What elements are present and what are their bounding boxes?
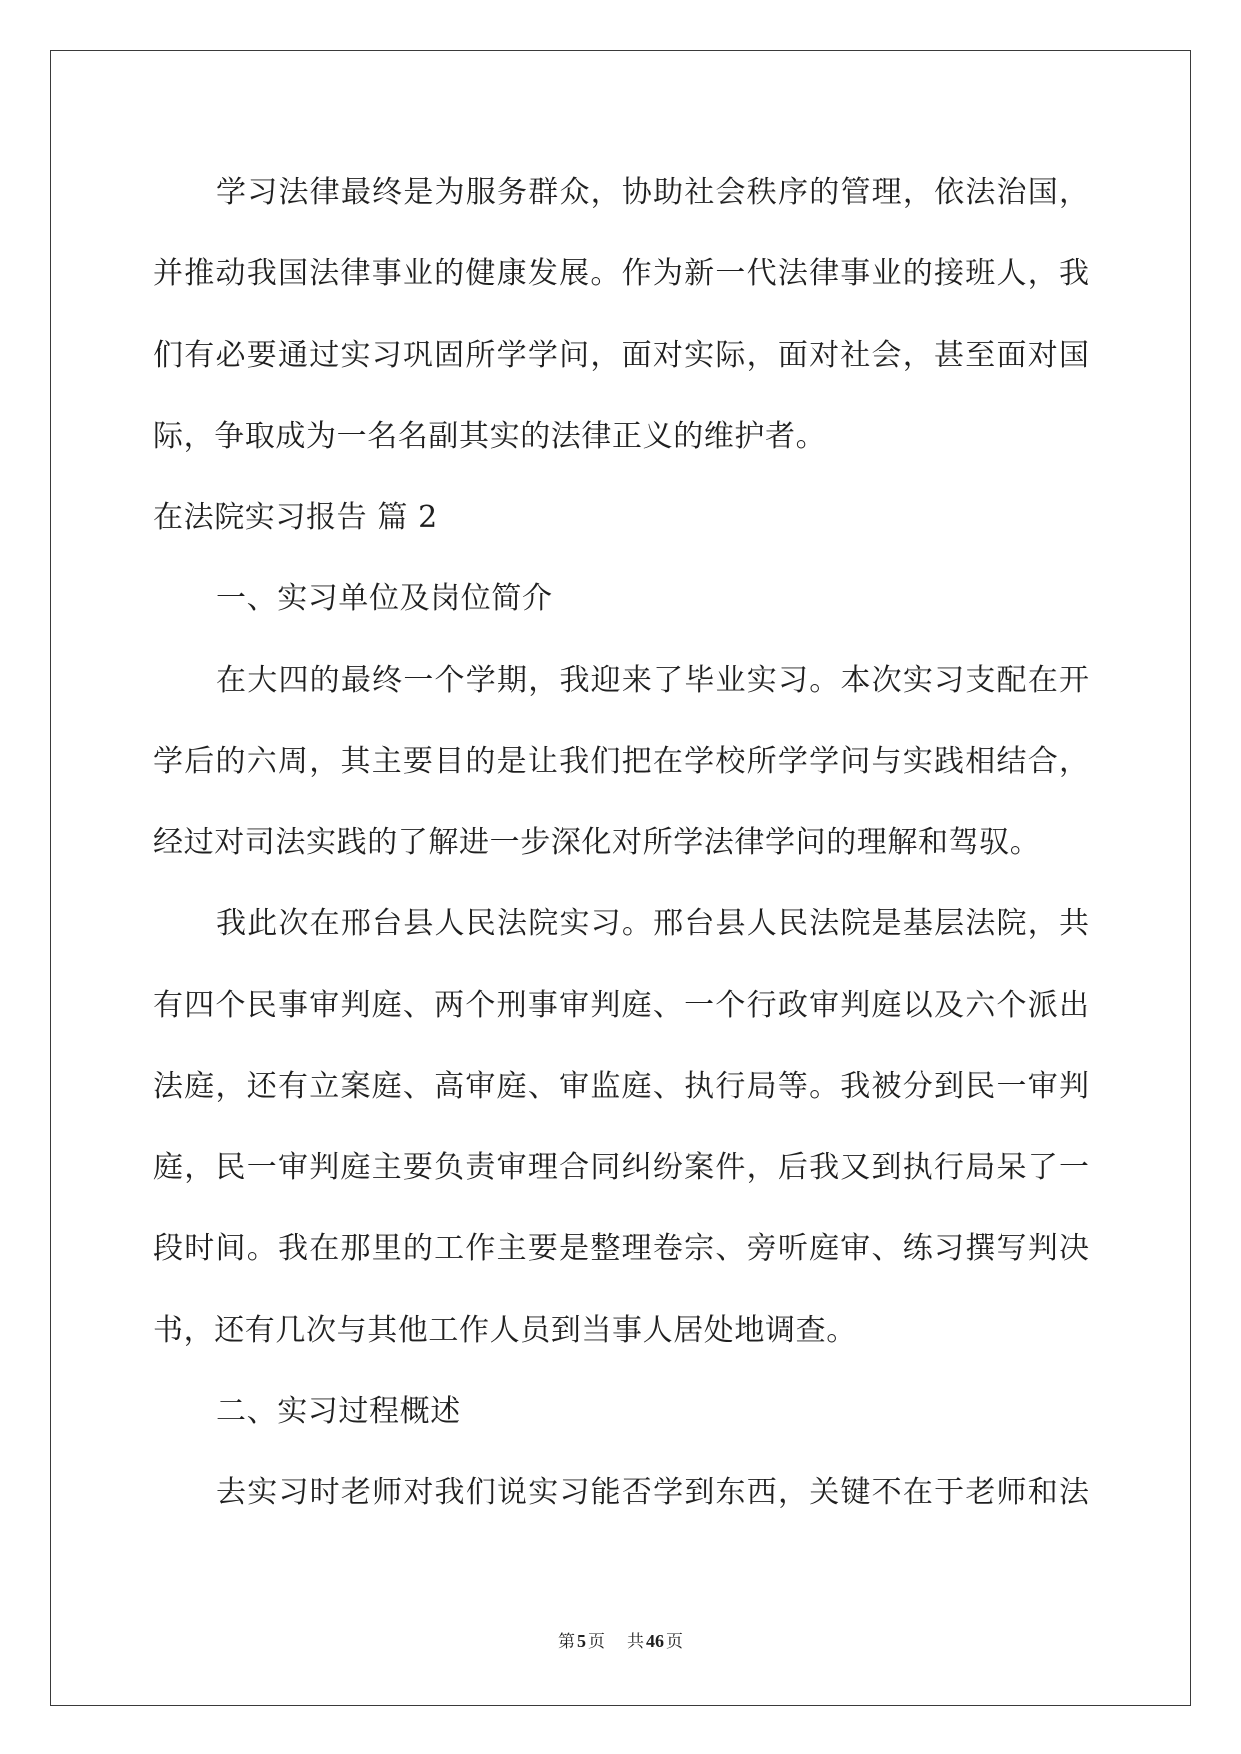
paragraph-line: 有四个民事审判庭、两个刑事审判庭、一个行政审判庭以及六个派出 [153, 987, 1089, 1023]
paragraph-line: 学后的六周，其主要目的是让我们把在学校所学学问与实践相结合， [153, 743, 1089, 779]
document-body [153, 152, 1089, 1533]
subheading: 一、实习单位及岗位简介 [216, 581, 553, 617]
page-label-suffix: 页 [588, 1632, 605, 1652]
paragraph-line: 书，还有几次与其他工作人员到当事人居处地调查。 [153, 1312, 857, 1348]
total-label-prefix: 共 [627, 1632, 644, 1652]
paragraph-line: 际，争取成为一名名副其实的法律正义的维护者。 [153, 418, 827, 454]
paragraph-line: 们有必要通过实习巩固所学学问，面对实际，面对社会，甚至面对国 [153, 337, 1089, 373]
paragraph-line: 我此次在邢台县人民法院实习。邢台县人民法院是基层法院，共 [216, 906, 1089, 942]
page-number: 5 [577, 1631, 586, 1651]
paragraph-line: 庭，民一审判庭主要负责审理合同纠纷案件，后我又到执行局呆了一 [153, 1150, 1089, 1185]
paragraph-line: 学习法律最终是为服务群众，协助社会秩序的管理，依法治国， [216, 175, 1089, 210]
total-label-suffix: 页 [666, 1632, 683, 1652]
page-label-prefix: 第 [558, 1632, 575, 1652]
paragraph-line: 并推动我国法律事业的健康发展。作为新一代法律事业的接班人，我 [153, 256, 1089, 292]
paragraph-line: 法庭，还有立案庭、高审庭、审监庭、执行局等。我被分到民一审判 [153, 1068, 1089, 1104]
subheading: 二、实习过程概述 [216, 1393, 461, 1429]
page-footer [0, 1628, 1241, 1655]
paragraph-line: 经过对司法实践的了解进一步深化对所学法律学问的理解和驾驭。 [153, 825, 1041, 860]
paragraph-line: 在大四的最终一个学期，我迎来了毕业实习。本次实习支配在开 [216, 662, 1089, 698]
total-pages: 46 [646, 1631, 664, 1651]
paragraph-line: 去实习时老师对我们说实习能否学到东西，关键不在于老师和法 [216, 1475, 1089, 1510]
paragraph-line: 段时间。我在那里的工作主要是整理卷宗、旁听庭审、练习撰写判决 [153, 1231, 1089, 1267]
section-title: 在法院实习报告 篇 2 [153, 500, 438, 535]
